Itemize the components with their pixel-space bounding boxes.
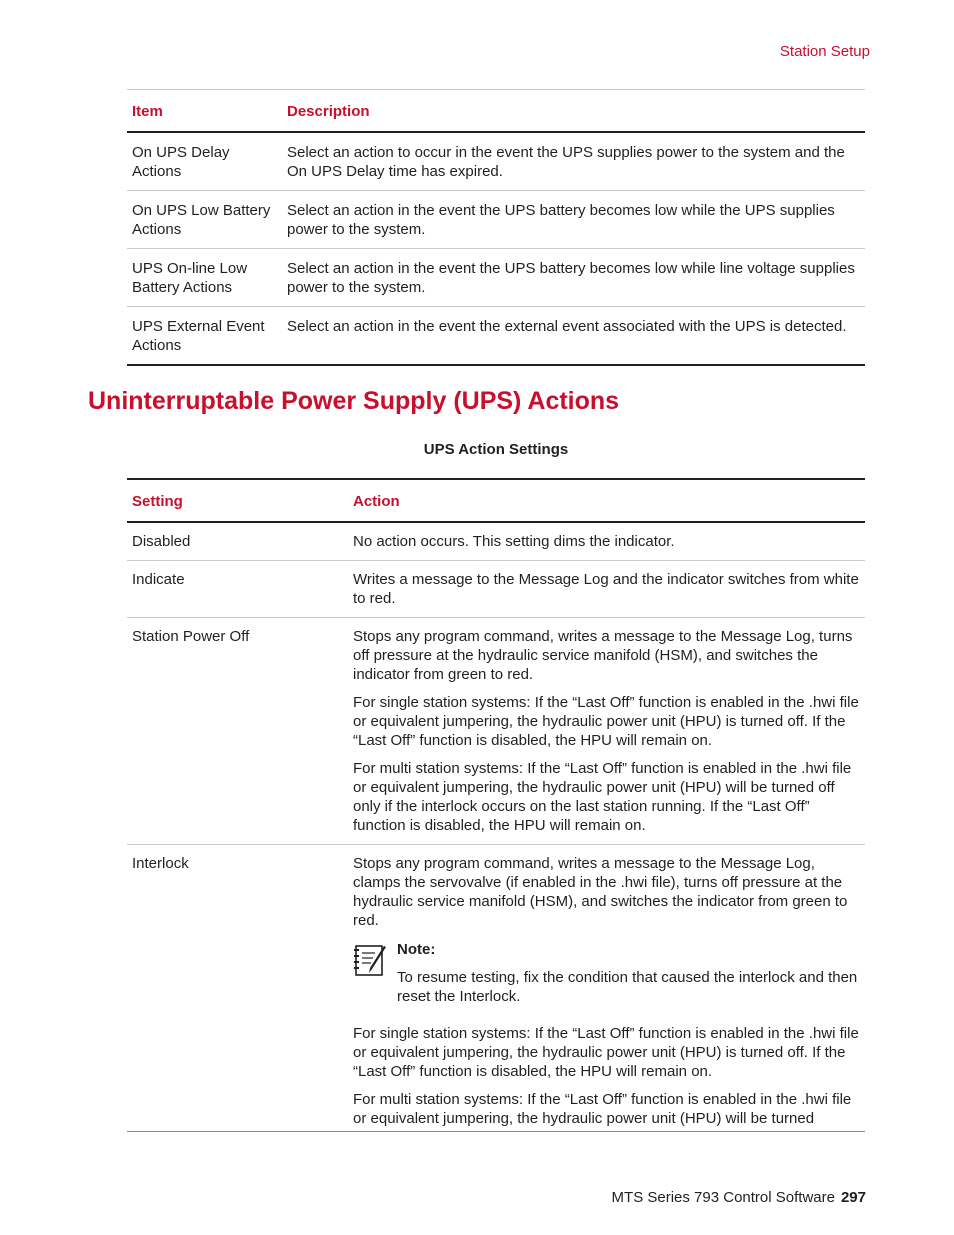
setting-cell: Interlock (132, 855, 189, 872)
column-header-setting: Setting (127, 479, 348, 522)
description-cell: Select an action in the event the UPS battery becomes low while line voltage supplies power to the system. (282, 249, 865, 307)
note-callout (353, 940, 860, 1006)
setting-cell: Station Power Off (127, 618, 348, 845)
setting-cell: Indicate (127, 561, 348, 618)
note-body (397, 940, 860, 1006)
action-paragraph: For single station systems: If the “Last Off” function is enabled in the .hwi file or equivalent jumpering, the hydraulic power unit (HPU) is turned off. If the “Last Off” function is disabled, the HPU will remain on. (353, 694, 859, 749)
table-header-row (127, 479, 865, 522)
table-row (127, 618, 865, 845)
action-paragraph: Stops any program command, writes a message to the Message Log, clamps the servovalve (if enabled in the .hwi file), turns off pressure at the hydraulic service manifold (HSM), and switches the indicator from green to red. (353, 855, 848, 929)
table-row (127, 307, 865, 366)
table-row (127, 132, 865, 191)
note-title: Note: (397, 941, 436, 958)
running-header-section: Station Setup (779, 43, 870, 60)
page-footer (612, 1189, 866, 1206)
table-header-row (127, 90, 865, 133)
action-paragraph: Stops any program command, writes a message to the Message Log, turns off pressure at the hydraulic service manifold (HSM), and switches the indicator from green to red. (353, 628, 853, 683)
item-cell: UPS External Event Actions (132, 318, 265, 354)
note-text: To resume testing, fix the condition that caused the interlock and then reset the Interlock. (397, 969, 858, 1005)
footer-doc-title: MTS Series 793 Control Software (611, 1189, 835, 1206)
column-header-action: Action (348, 479, 865, 522)
table-row (127, 191, 865, 249)
description-cell: Select an action in the event the UPS battery becomes low while the UPS supplies power to the system. (282, 191, 865, 249)
table-row (127, 845, 865, 1132)
item-cell: On UPS Low Battery Actions (127, 191, 282, 249)
action-paragraph: Writes a message to the Message Log and the indicator switches from white to red. (353, 571, 859, 607)
description-cell: Select an action to occur in the event the UPS supplies power to the system and the On UPS Delay time has expired. (282, 132, 865, 191)
action-cell (348, 561, 865, 618)
action-cell (348, 522, 865, 561)
setting-cell: Disabled (127, 522, 348, 561)
ups-action-settings-table (127, 478, 865, 1132)
table-row (127, 561, 865, 618)
table-row (127, 249, 865, 307)
action-paragraph: No action occurs. This setting dims the indicator. (353, 533, 675, 550)
table-caption: UPS Action Settings (423, 441, 569, 458)
section-title: Uninterruptable Power Supply (UPS) Actions (88, 387, 620, 415)
table-row (127, 522, 865, 561)
action-cell (348, 845, 865, 1132)
column-header-item: Item (127, 90, 282, 133)
item-cell: On UPS Delay Actions (127, 132, 282, 191)
description-cell: Select an action in the event the external event associated with the UPS is detected. (287, 318, 847, 335)
column-header-description: Description (282, 90, 865, 133)
page-number: 297 (840, 1189, 866, 1206)
action-paragraph: For multi station systems: If the “Last Off” function is enabled in the .hwi file or equivalent jumpering, the hydraulic power unit (HPU) will be turned off only if the interlock occurs on the last station running. If the “Last Off” function is disabled, the HPU will remain on. (353, 760, 852, 834)
note-pencil-icon (353, 940, 397, 1006)
action-paragraph: For single station systems: If the “Last Off” function is enabled in the .hwi file or equivalent jumpering, the hydraulic power unit (HPU) is turned off. If the “Last Off” function is disabled, the HPU will remain on. (353, 1025, 859, 1080)
item-cell: UPS On-line Low Battery Actions (127, 249, 282, 307)
ups-items-table (127, 89, 865, 366)
action-paragraph: For multi station systems: If the “Last Off” function is enabled in the .hwi file or equivalent jumpering, the hydraulic power unit (HPU) will be turned (353, 1091, 852, 1127)
action-cell (348, 618, 865, 845)
